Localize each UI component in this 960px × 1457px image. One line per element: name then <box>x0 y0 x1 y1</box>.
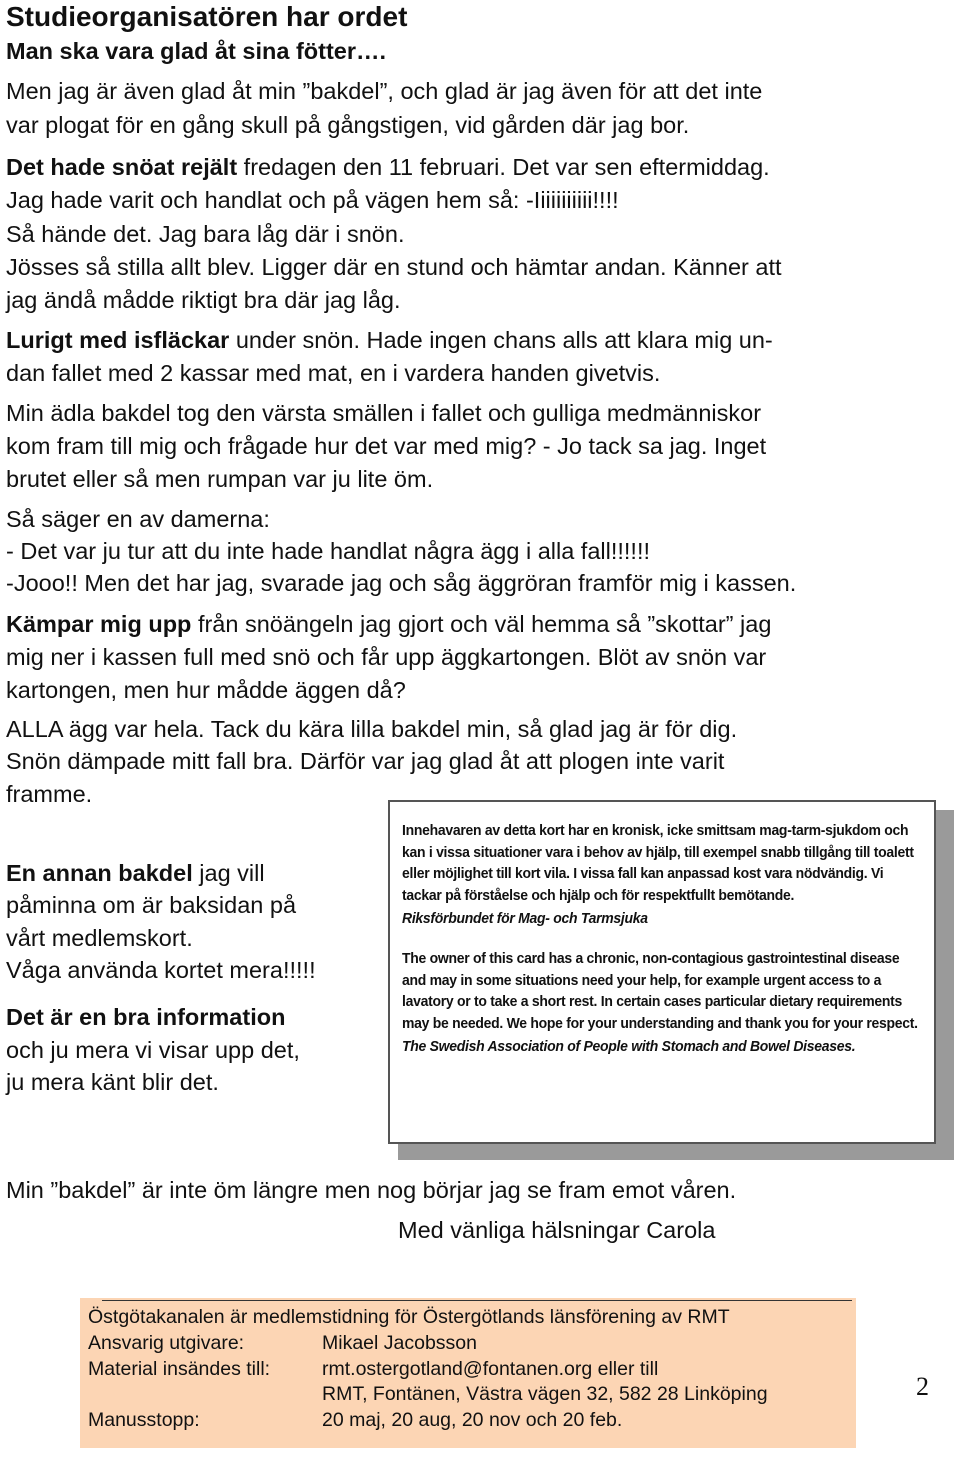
footer-label: Material insändes till: <box>88 1358 271 1380</box>
footer-value: 20 maj, 20 aug, 20 nov och 20 feb. <box>322 1409 623 1431</box>
signature: Med vänliga hälsningar Carola <box>398 1217 716 1243</box>
text-line: -Jooo!! Men det har jag, svarade jag och såg äggröran framför mig i kassen. <box>6 570 797 596</box>
text-line: - Det var ju tur att du inte hade handlat några ägg i alla fall!!!!!! <box>6 538 651 564</box>
page-number: 2 <box>916 1372 929 1401</box>
text-line <box>6 152 770 182</box>
closing-line: Min ”bakdel” är inte öm längre men nog börjar jag se fram emot våren. <box>6 1177 737 1203</box>
footer-intro: Östgötakanalen är medlemstidning för Östergötlands länsförening av RMT <box>88 1306 730 1328</box>
text-line: och ju mera vi visar upp det, <box>6 1037 300 1063</box>
article-subtitle: Man ska vara glad åt sina fötter…. <box>6 38 387 64</box>
text-line: jag ändå mådde riktigt bra där jag låg. <box>6 287 401 313</box>
footer-label: Ansvarig utgivare: <box>88 1332 245 1354</box>
text-line: Så säger en av damerna: <box>6 506 270 532</box>
text-line: Så hände det. Jag bara låg där i snön. <box>6 221 405 247</box>
footer-box <box>80 1298 856 1448</box>
footer-rule <box>102 1300 852 1301</box>
footer-address: RMT, Fontänen, Västra vägen 32, 582 28 Linköping <box>322 1383 768 1405</box>
text-line <box>6 325 773 355</box>
text-line: var plogat för en gång skull på gångstigen, vid gården där jag bor. <box>6 112 690 138</box>
text-line: Jösses så stilla allt blev. Ligger där en stund och hämtar andan. Känner att <box>6 254 782 280</box>
text-line <box>6 609 771 639</box>
text-line: brutet eller så men rumpan var ju lite öm. <box>6 466 434 492</box>
text-line: påminna om är baksidan på <box>6 892 297 918</box>
text-line: mig ner i kassen full med snö och får upp äggkartongen. Blöt av snön var <box>6 644 767 670</box>
text-span: jag vill <box>192 860 265 886</box>
bold-phrase: Lurigt med isfläckar <box>6 327 230 353</box>
bold-phrase: Det hade snöat rejält <box>6 154 238 180</box>
footer-email: rmt.ostergotland@fontanen.org eller till <box>322 1358 659 1380</box>
text-span: fredagen den 11 februari. Det var sen eftermiddag. <box>237 154 770 180</box>
text-line: ju mera känt blir det. <box>6 1069 219 1095</box>
text-line: kom fram till mig och frågade hur det var med mig? - Jo tack sa jag. Inget <box>6 433 767 459</box>
text-span: under snön. Hade ingen chans alls att klara mig un- <box>229 327 773 353</box>
text-line: vårt medlemskort. <box>6 925 193 951</box>
text-line: dan fallet med 2 kassar med mat, en i vardera handen givetvis. <box>6 360 661 386</box>
text-span: från snöängeln jag gjort och väl hemma så ”skottar” jag <box>191 611 772 637</box>
text-line: ALLA ägg var hela. Tack du kära lilla bakdel min, så glad jag är för dig. <box>6 716 738 742</box>
text-line: Snön dämpade mitt fall bra. Därför var jag glad åt att plogen inte varit <box>6 748 725 774</box>
text-line: framme. <box>6 781 93 807</box>
page-title: Studieorganisatören har ordet <box>6 1 408 32</box>
text-line: Men jag är även glad åt min ”bakdel”, och glad är jag även för att det inte <box>6 78 763 104</box>
card-english-text: The owner of this card has a chronic, non-contagious gastrointestinal disease and may in some situations need your help, for example urgent access to a lavatory or to take a short rest. In certain cases particular dietary requirements may be needed. We hope for your understanding and thank you for your respect. <box>402 949 918 1032</box>
card-swedish-org: Riksförbundet för Mag- och Tarmsjuka <box>402 910 648 928</box>
card-english-org: The Swedish Association of People with Stomach and Bowel Diseases. <box>402 1038 856 1056</box>
membership-card-image <box>388 800 936 1144</box>
footer-value: Mikael Jacobsson <box>322 1332 477 1354</box>
card-swedish-text: Innehavaren av detta kort har en kronisk, icke smittsam mag-tarm-sjukdom och kan i vissa situationer vara i behov av hjälp, till exempel snabb tillgång till toalett eller möjlighet till kort vila. I vissa fall kan anpassad kost vara nödvändig. Vi tackar på förståelse och hjälp och för respektfullt bemötande. <box>402 822 914 904</box>
text-line: Min ädla bakdel tog den värsta smällen i fallet och gulliga medmänniskor <box>6 400 762 426</box>
text-line <box>6 858 265 888</box>
text-line: Jag hade varit och handlat och på vägen hem så: -Iiiiiiiiiii!!!! <box>6 187 619 213</box>
bold-phrase: Kämpar mig upp <box>6 611 192 637</box>
bold-phrase: En annan bakdel <box>6 860 193 886</box>
text-line: Våga använda kortet mera!!!!! <box>6 957 316 983</box>
footer-label: Manusstopp: <box>88 1409 200 1431</box>
text-line: kartongen, men hur mådde äggen då? <box>6 677 406 703</box>
text-line: Det är en bra information <box>6 1004 286 1030</box>
